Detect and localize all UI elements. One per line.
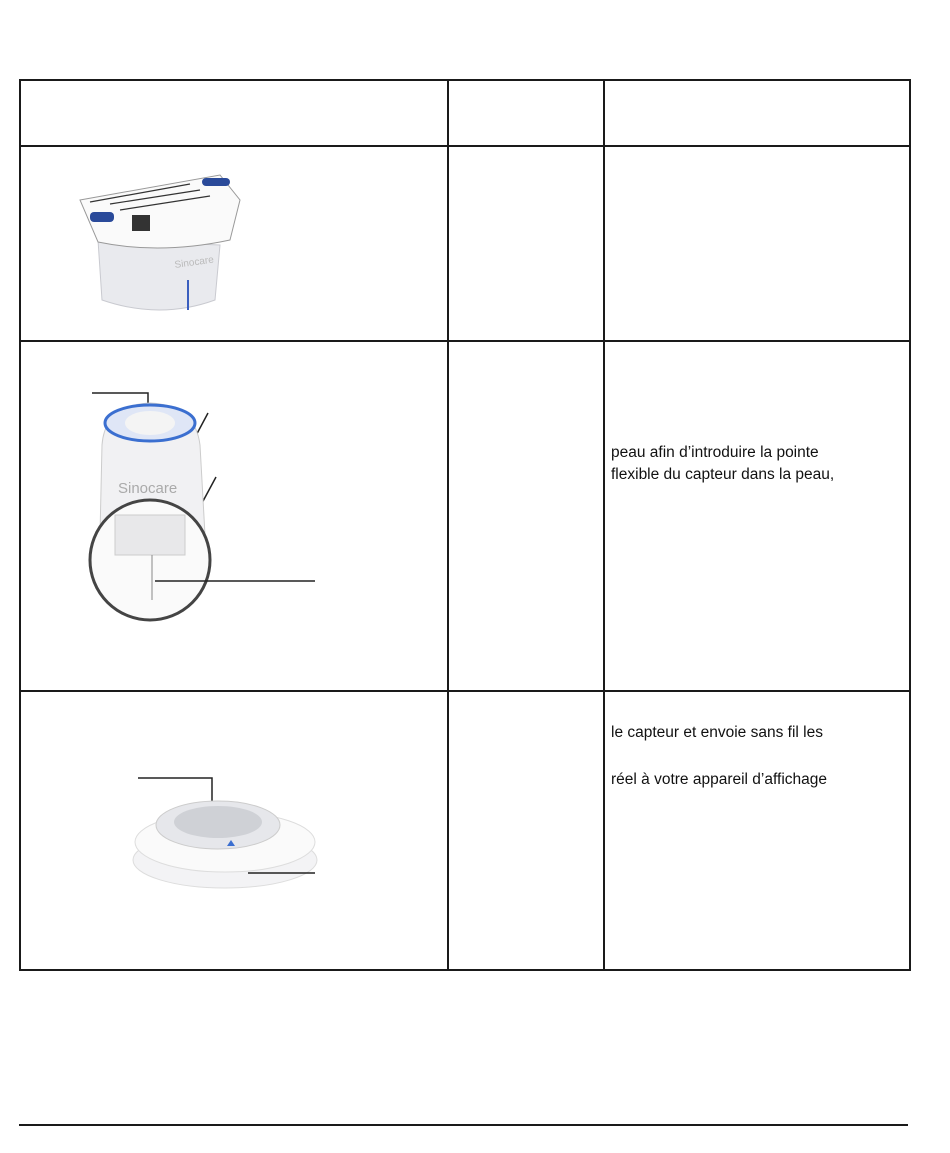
row-divider xyxy=(21,145,909,147)
applicator-description-line: peau afin d’introduire la pointe xyxy=(611,444,819,461)
column-divider xyxy=(447,81,449,969)
footer-rule xyxy=(19,1124,908,1126)
transmitter-description-line: le capteur et envoie sans fil les xyxy=(611,724,823,741)
applicator-description-line: flexible du capteur dans la peau, xyxy=(611,466,835,483)
row-divider xyxy=(21,340,909,342)
transmitter-image xyxy=(130,770,320,895)
sinocare-logo: Sinocare xyxy=(118,480,178,497)
applicator-image xyxy=(80,385,330,630)
sensor-pack-image xyxy=(70,160,250,320)
row-divider xyxy=(21,690,909,692)
svg-text:Sinocare: Sinocare xyxy=(173,254,215,271)
column-divider xyxy=(603,81,605,969)
transmitter-description-line: réel à votre appareil d’affichage xyxy=(611,771,827,788)
